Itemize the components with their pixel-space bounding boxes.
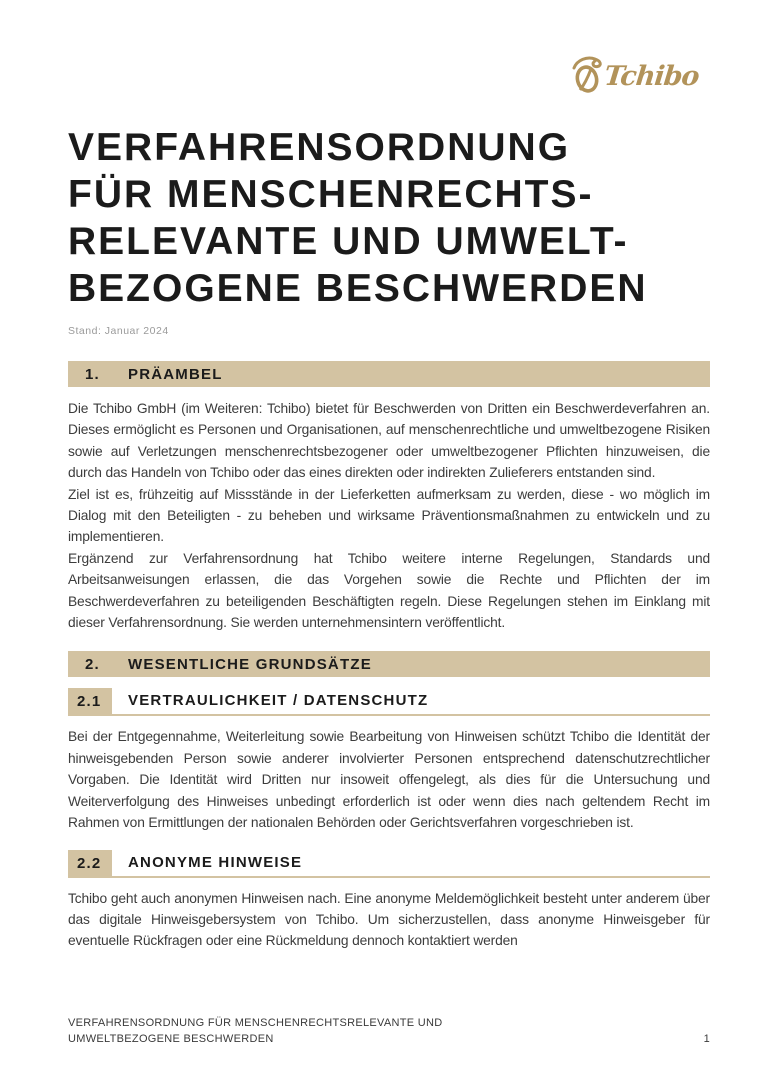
subsection-title: VERTRAULICHKEIT / DATENSCHUTZ [128,692,429,710]
subsection-body-vertraulichkeit [68,726,710,833]
title-line-3: RELEVANTE UND UMWELT- [68,220,629,263]
section-body-praeambel [68,398,710,633]
footer-line-1: VERFAHRENSORDNUNG FÜR MENSCHENRECHTSRELEVANTE UND [68,1017,443,1029]
subsection-number: 2.1 [68,688,112,714]
section-title: WESENTLICHE GRUNDSÄTZE [128,655,372,673]
logo-row [68,52,710,96]
footer-doc-title [68,1016,442,1047]
date-note: Stand: Januar 2024 [68,325,169,337]
section-number: 1. [85,365,100,383]
logo-wordmark: Tchibo [602,61,701,92]
paragraph: Bei der Entgegennahme, Weiterleitung sowie Bearbeitung von Hinweisen schützt Tchibo die Identität der hinweisgebenden Person sowie anderer involvierter Personen entsprechend datenschutzrechtlicher Vorgaben. Die Identität wird Dritten nur insoweit offengelegt, als dies für die Untersuchung und Weiterverfolgung des Hinweises unbedingt erforderlich ist oder wenn dies nach geltendem Recht im Rahmen von Ermittlungen der nationalen Behörden oder Gerichtsverfahren vorgeschrieben ist. [68,729,710,831]
paragraph: Ergänzend zur Verfahrensordnung hat Tchibo weitere interne Regelungen, Standards und Arbeitsanweisungen erlassen, die das Vorgehen sowie die Rechte und Pflichten der im Beschwerdeverfahren zu beteiligenden Beschäftigten regeln. Diese Regelungen stehen im Einklang mit dieser Verfahrensordnung. Sie werden unternehmensintern veröffentlicht. [68,550,710,631]
title-line-2: FÜR MENSCHENRECHTS- [68,173,594,216]
page-title [68,124,710,312]
section-title: PRÄAMBEL [128,365,223,383]
title-line-4: BEZOGENE BESCHWERDEN [68,267,648,310]
subsection-number: 2.2 [68,850,112,876]
title-line-1: VERFAHRENSORDNUNG [68,126,571,169]
page-number: 1 [703,1032,710,1045]
paragraph: Die Tchibo GmbH (im Weiteren: Tchibo) bietet für Beschwerden von Dritten ein Beschwerdeverfahren an. Dieses ermöglicht es Personen und Organisationen, auf menschenrechtliche und umweltbezogene Risiken sowie auf Verletzungen menschenrechtsbezogener oder umweltbezogener Pflichten hinzuweisen, die durch das Handeln von Tchibo oder das eines direkten oder indirekten Zulieferers entstanden sind. [68,401,710,481]
section-heading-grundsaetze [68,651,710,677]
tchibo-logo-icon [570,52,710,96]
page-footer [68,1016,710,1047]
subsection-body-anonyme-hinweise [68,888,710,952]
subsection-heading-vertraulichkeit [68,688,710,716]
section-number: 2. [85,655,100,673]
paragraph: Ziel ist es, frühzeitig auf Missstände in der Lieferketten aufmerksam zu werden, diese - wo möglich im Dialog mit den Beteiligten - zu beheben und wirksame Präventionsmaßnahmen zu entwickeln und zu implementieren. [68,486,710,545]
subsection-title: ANONYME HINWEISE [128,853,303,871]
subsection-heading-anonyme-hinweise [68,850,710,878]
paragraph: Tchibo geht auch anonymen Hinweisen nach. Eine anonyme Meldemöglichkeit besteht unter anderem über das digitale Hinweisgebersystem von Tchibo. Um sicherzustellen, dass anonyme Hinweisgeber für eventuelle Rückfragen oder eine Rückmeldung dennoch kontaktiert werden [68,890,710,949]
section-heading-praeambel [68,361,710,387]
footer-line-2: UMWELTBEZOGENE BESCHWERDEN [68,1032,274,1045]
